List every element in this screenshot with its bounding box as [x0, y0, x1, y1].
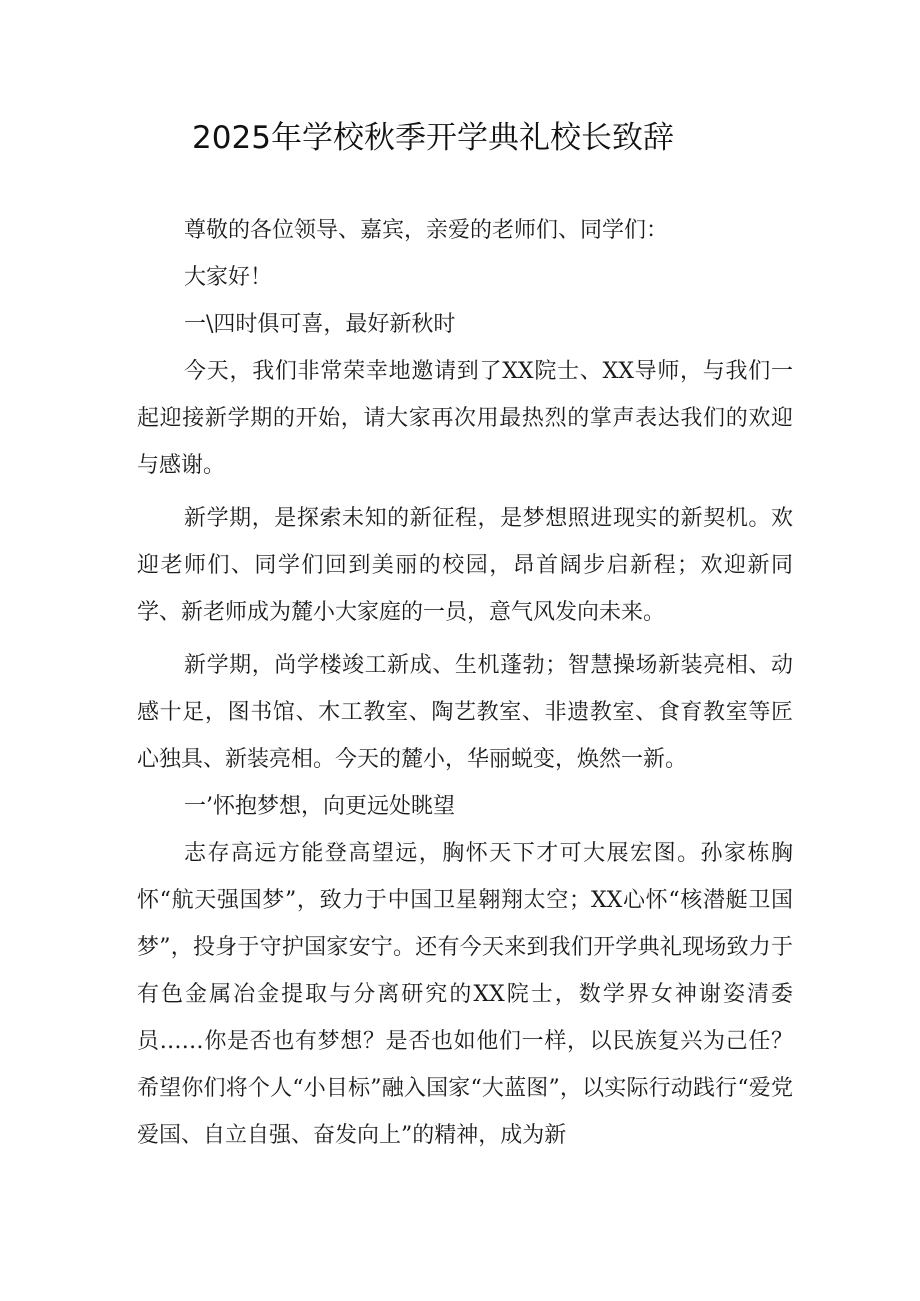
paragraph-3: 新学期，尚学楼竣工新成、生机蓬勃；智慧操场新装亮相、动感十足，图书馆、木工教室、陶艺教室、非遗教室、食育教室等匠心独具、新装亮相。今天的麓小，华丽蜕变，焕然一新。	[137, 653, 793, 772]
paragraph-2: 新学期，是探索未知的新征程，是梦想照进现实的新契机。欢迎老师们、同学们回到美丽的校园，昂首阔步启新程；欢迎新同学、新老师成为麓小大家庭的一员，意气风发向未来。	[137, 506, 793, 625]
section-heading-1: 一\四时俱可喜，最好新秋时	[184, 312, 456, 337]
section-heading-2: 一’怀抱梦想，向更远处眺望	[184, 794, 455, 819]
paragraph-1: 今天，我们非常荣幸地邀请到了XX院士、XX导师，与我们一起迎接新学期的开始，请大家再次用最热烈的掌声表达我们的欢迎与感谢。	[137, 359, 793, 478]
document-title: 2025年学校秋季开学典礼校长致辞	[192, 120, 674, 156]
greeting: 大家好！	[184, 265, 273, 290]
document-body	[137, 207, 793, 1159]
salutation: 尊敬的各位领导、嘉宾，亲爱的老师们、同学们：	[184, 218, 669, 243]
paragraph-4: 志存高远方能登高望远，胸怀天下才可大展宏图。孙家栋胸怀“航天强国梦”，致力于中国卫星翱翔太空；XX心怀“核潜艇卫国梦”，投身于守护国家安宁。还有今天来到我们开学典礼现场致力于有色金属冶金提取与分离研究的XX院士，数学界女神谢姿清委员……你是否也有梦想？是否也如他们一样，以民族复兴为己任？希望你们将个人“小目标”融入国家“大蓝图”，以实际行动践行“爱党爱国、自立自强、奋发向上”的精神，成为新	[137, 841, 793, 1148]
